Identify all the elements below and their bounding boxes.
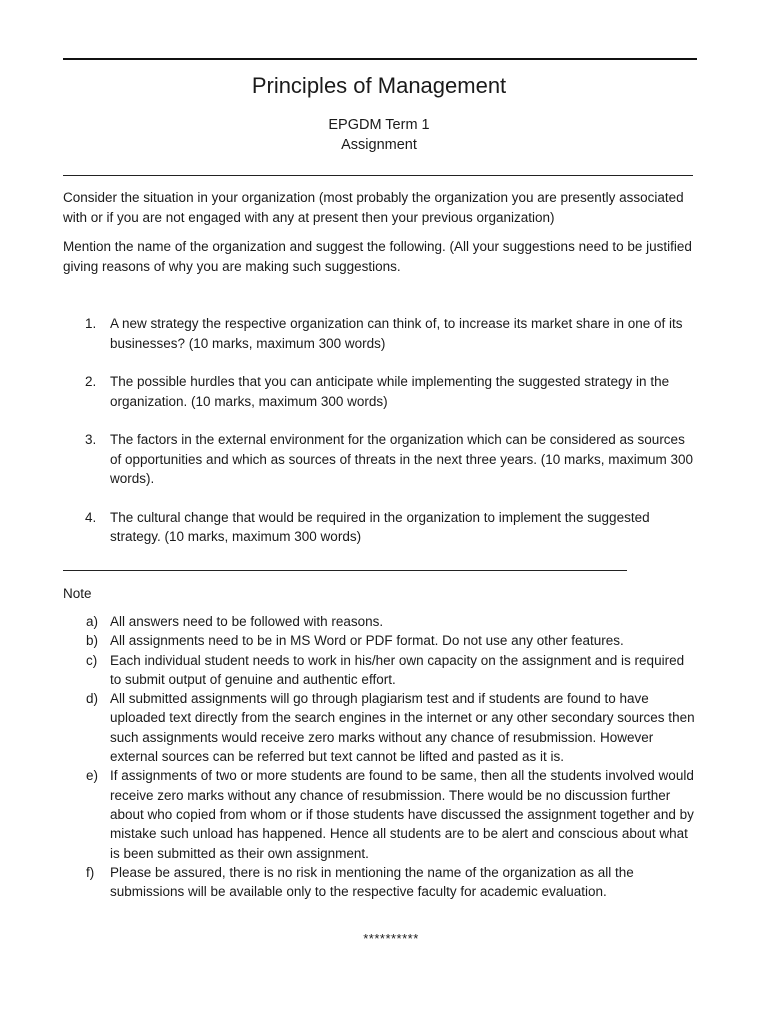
note-text: All answers need to be followed with reasons. [110, 614, 384, 629]
note-item [63, 612, 699, 631]
note-item [63, 689, 699, 766]
intro-paragraph-2: Mention the name of the organization and suggest the following. (All your suggestions need to be justified giving reasons of why you are making such suggestions. [63, 239, 692, 274]
title-divider-rule [63, 175, 693, 176]
note-text: All submitted assignments will go through plagiarism test and if students are found to have uploaded text directly from the search engines in the internet or any other secondary sources then such assignments would receive zero marks without any chance of resubmission. However external sources can be referred but text cannot be lifted and pasted as it is. [110, 691, 695, 765]
end-mark: ********** [363, 931, 419, 946]
note-text: Please be assured, there is no risk in mentioning the name of the organization as all the submissions will be available only to the respective faculty for academic evaluation. [110, 864, 634, 900]
questions-divider-rule [63, 570, 627, 571]
note-text: All assignments need to be in MS Word or PDF format. Do not use any other features. [110, 633, 624, 649]
intro-paragraph-1: Consider the situation in your organization (most probably the organization you are presently associated with or if you are not engaged with any at present then your previous organization) [63, 190, 684, 225]
note-letter: e) [86, 768, 99, 784]
note-letter: a) [86, 614, 99, 629]
question-text: The factors in the external environment for the organization which can be considered as sources of opportunities and which as sources of threats in the next three years. (10 marks, maximum 300 words). [110, 432, 694, 486]
question-text: A new strategy the respective organization can think of, to increase its market share in one of its businesses? (10 marks, maximum 300 words) [110, 316, 683, 351]
note-text: Each individual student needs to work in his/her own capacity on the assignment and is required to submit output of genuine and authentic effort. [110, 652, 685, 687]
document-subtitle [0, 115, 758, 155]
note-item [63, 863, 699, 902]
question-text: The cultural change that would be required in the organization to implement the suggested strategy. (10 marks, maximum 300 words) [110, 509, 650, 544]
question-text: The possible hurdles that you can anticipate while implementing the suggested strategy in the organization. (10 marks, maximum 300 words) [110, 374, 670, 409]
question-number: 1. [85, 316, 97, 331]
question-number: 2. [85, 374, 97, 389]
document-title: Principles of Management [251, 73, 507, 98]
note-heading: Note [63, 586, 92, 601]
note-text: If assignments of two or more students are found to be same, then all the students involved would receive zero marks without any chance of resubmission. There would be no discussion further about who copied from whom or if those students have discussed the assignment together and by mistake such unload has happened. Hence all students are to be alert and conscious about what is been submitted as their own assignment. [110, 768, 694, 861]
note-item [63, 631, 699, 650]
program-name: EPGDM Term 1 [328, 117, 430, 133]
question-number: 4. [85, 509, 97, 525]
note-letter: f) [86, 864, 95, 880]
question-item [63, 372, 699, 411]
question-item [63, 314, 699, 353]
question-item [63, 430, 699, 489]
note-letter: b) [86, 633, 99, 649]
note-letter: d) [86, 691, 99, 707]
note-list [63, 612, 699, 901]
note-item [63, 651, 699, 690]
question-item [63, 508, 699, 547]
note-letter: c) [86, 652, 98, 668]
question-number: 3. [85, 432, 97, 447]
note-item [63, 766, 699, 862]
question-list [63, 314, 699, 566]
document-type: Assignment [341, 137, 417, 153]
top-horizontal-rule [63, 58, 697, 60]
